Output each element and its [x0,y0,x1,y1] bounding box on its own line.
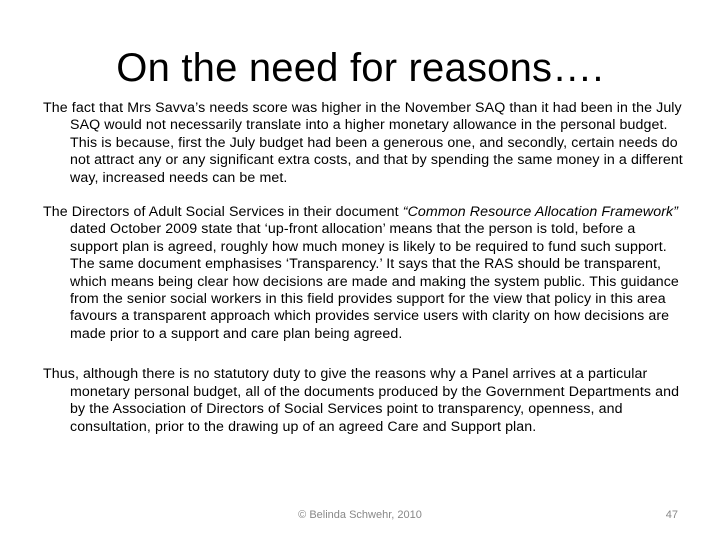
slide-body [43,100,683,436]
paragraph-3: Thus, although there is no statutory duty to give the reasons why a Panel arrives at a particular monetary personal budget, all of the documents produced by the Government Departments and by the Association of Directors of Social Services point to transparency, openness, and consultation, prior to the drawing up of an agreed Care and Support plan. [43,366,680,435]
paragraph-2 [43,204,683,343]
document-title-italic: “Common Resource Allocation Framework” [402,204,679,221]
paragraph-2-intro: The Directors of Adult Social Services in their document [43,204,403,221]
paragraph-2-rest: dated October 2009 state that ‘up-front allocation’ means that the person is told, before a support plan is agreed, roughly how much money is likely to be required to fund such support. The same document emphasises ‘Transparency.’ It says that the RAS should be transparent, which means being clear how decisions are made and making the system public. This guidance from the senior social workers in this field provides support for the view that policy in this area favours a transparent approach which provides service users with clarity on how decisions are made prior to a support and care plan being agreed. [70,221,679,342]
page-number: 47 [665,509,678,521]
paragraph-1: The fact that Mrs Savva’s needs score was higher in the November SAQ than it had been in the July SAQ would not necessarily translate into a higher monetary allowance in the personal budget. This is because, first the July budget had been a generous one, and secondly, certain needs do not attract any or any significant extra costs, and that by spending the same money in a different way, increased needs can be met. [43,100,683,186]
footer-copyright: © Belinda Schwehr, 2010 [298,509,422,521]
slide-title: On the need for reasons…. [116,46,604,90]
